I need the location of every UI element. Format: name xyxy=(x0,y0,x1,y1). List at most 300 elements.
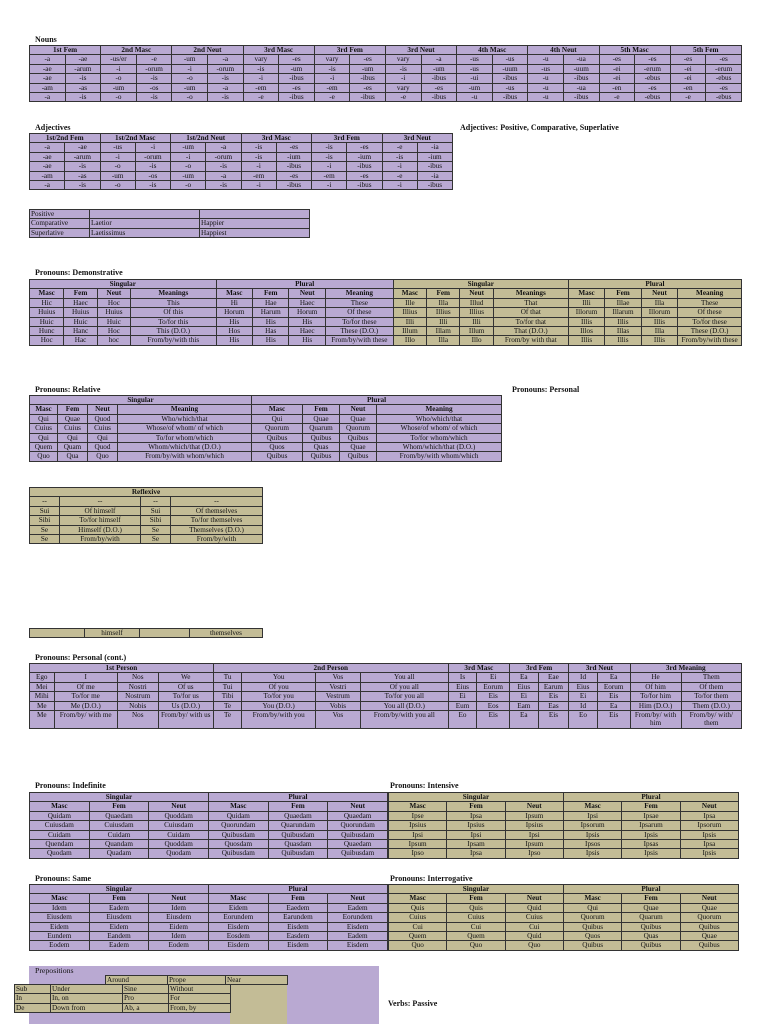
table-cell: Cuius xyxy=(88,424,118,433)
table-cell: -is xyxy=(136,93,172,102)
table-header: Neut xyxy=(340,405,377,414)
table-cell: Qui xyxy=(30,414,58,423)
indefinite-header-body xyxy=(30,802,388,811)
table-cell: Vobis xyxy=(315,701,360,710)
table-cell: For xyxy=(169,994,231,1003)
same-group-row xyxy=(30,885,388,894)
table-cell: Whose/of whom/ of which xyxy=(118,424,252,433)
table-cell: Ipsi xyxy=(563,811,621,820)
table-group-header: Plural xyxy=(252,396,502,405)
personal-title: Pronouns: Personal xyxy=(512,385,580,394)
table-row xyxy=(30,405,502,414)
table-cell: Illa xyxy=(641,298,677,307)
intensive-table xyxy=(388,792,739,859)
table-row xyxy=(389,802,739,811)
table-cell: -am xyxy=(30,83,66,92)
table-row xyxy=(30,894,388,903)
table-cell: Hos xyxy=(216,327,252,336)
table-cell: -ibus xyxy=(417,162,452,171)
table-cell: De xyxy=(15,1003,51,1012)
indefinite-group-row xyxy=(30,793,388,802)
table-header: Meanings xyxy=(131,289,216,298)
table-cell: Qui xyxy=(563,903,621,912)
table-cell: -i xyxy=(385,74,421,83)
table-cell: From/by/ with me xyxy=(54,711,117,729)
table-row xyxy=(30,83,742,92)
table-cell: -em xyxy=(314,83,350,92)
table-header: 3rd Neut xyxy=(382,134,453,143)
table-cell: -ebus xyxy=(706,74,742,83)
reflexive-title-row xyxy=(30,488,263,497)
table-row xyxy=(389,840,739,849)
table-cell: Quorum xyxy=(252,424,303,433)
table-cell: Ipsi xyxy=(447,830,505,839)
table-cell: Ipsas xyxy=(622,840,680,849)
table-cell: Quarundam xyxy=(268,821,328,830)
table-header: Fem xyxy=(447,894,505,903)
table-cell: themselves xyxy=(190,629,263,638)
table-cell: Them xyxy=(681,673,741,682)
table-cell: -i xyxy=(101,64,137,73)
table-cell: Ipsa xyxy=(680,811,738,820)
table-cell: -i xyxy=(314,74,350,83)
personal-cont-title: Pronouns: Personal (cont.) xyxy=(35,653,127,662)
table-cell: -ibus xyxy=(347,181,382,190)
table-cell: -es xyxy=(276,143,311,152)
table-cell: You all (D.O.) xyxy=(360,701,448,710)
table-cell: Happier xyxy=(200,219,310,228)
table-cell: Quem xyxy=(447,932,505,941)
table-cell: To/for whom/which xyxy=(118,433,252,442)
relative-table xyxy=(29,395,502,462)
table-cell: To/for this xyxy=(131,317,216,326)
table-row xyxy=(30,64,742,73)
table-row xyxy=(30,913,388,922)
table-cell: -- xyxy=(141,497,171,506)
table-group-header: Singular xyxy=(389,793,564,802)
table-cell: Down from xyxy=(51,1003,123,1012)
table-cell: Us (D.O.) xyxy=(158,701,213,710)
table-cell: Him (D.O.) xyxy=(630,701,681,710)
table-cell: -a xyxy=(30,93,66,102)
table-cell: -is xyxy=(241,152,276,161)
same-table xyxy=(29,884,388,951)
table-cell: -ae xyxy=(65,143,100,152)
table-cell: These (D.O.) xyxy=(325,327,393,336)
table-cell: From/by/with you all xyxy=(360,711,448,729)
indefinite-title: Pronouns: Indefinite xyxy=(35,781,106,790)
table-cell: Quae xyxy=(340,443,377,452)
table-group-header: Singular xyxy=(393,280,568,289)
table-cell: Cuidam xyxy=(89,830,149,839)
table-cell: Nobis xyxy=(117,701,158,710)
table-header: Fem xyxy=(447,802,505,811)
table-cell: To/for themselves xyxy=(171,516,263,525)
table-cell: Huic xyxy=(97,317,130,326)
table-cell: Quibus xyxy=(622,922,680,931)
reflexive-title: Reflexive xyxy=(30,488,263,497)
table-row xyxy=(30,903,388,912)
table-cell: Tu xyxy=(213,673,242,682)
table-cell: Harum xyxy=(253,308,289,317)
table-cell: Of himself xyxy=(60,506,141,515)
table-cell: -ibus xyxy=(492,74,528,83)
table-cell: Quibus xyxy=(622,941,680,950)
table-cell: Illo xyxy=(393,336,426,345)
table-cell: -arum xyxy=(65,64,101,73)
table-cell: Quasdam xyxy=(268,840,328,849)
table-cell: -es xyxy=(350,83,386,92)
table-cell: Illo xyxy=(460,336,493,345)
table-cell: Eaedem xyxy=(268,903,328,912)
table-header: 2nd Neut xyxy=(172,46,243,55)
table-cell: Quaedam xyxy=(328,840,388,849)
table-cell: Ipsum xyxy=(505,811,563,820)
table-cell: Me xyxy=(30,701,55,710)
table-row xyxy=(15,1003,231,1012)
table-cell: -e xyxy=(382,171,417,180)
table-cell: Illis xyxy=(641,336,677,345)
nouns-body xyxy=(30,55,742,102)
table-cell: Of them xyxy=(681,682,741,691)
table-header: Fem xyxy=(268,802,328,811)
demonstrative-table xyxy=(29,279,742,346)
table-header: Masc xyxy=(208,894,268,903)
table-cell: Laetissimus xyxy=(90,228,200,237)
table-cell: Whose/of whom/ of which xyxy=(377,424,502,433)
table-cell: Se xyxy=(30,525,60,534)
table-row xyxy=(15,985,231,994)
table-cell: Ipsa xyxy=(447,811,505,820)
table-cell: -em xyxy=(312,171,347,180)
table-row xyxy=(30,535,263,544)
table-header: Fem xyxy=(64,289,97,298)
table-cell: Huic xyxy=(30,317,64,326)
table-cell: Quid xyxy=(505,903,563,912)
table-cell: -is xyxy=(207,74,243,83)
table-cell: -um xyxy=(421,64,457,73)
table-cell: Quo xyxy=(505,941,563,950)
table-header: Fem xyxy=(303,405,340,414)
table-cell: Ipsis xyxy=(563,830,621,839)
table-cell: Ea xyxy=(510,711,539,729)
table-cell: Eorundem xyxy=(328,913,388,922)
table-cell: -ibus xyxy=(279,74,315,83)
table-row xyxy=(30,424,502,433)
table-cell: Illis xyxy=(605,317,641,326)
table-cell: -i xyxy=(172,64,208,73)
table-group-header: 3rd Meaning xyxy=(630,664,741,673)
table-group-header: 3rd Masc xyxy=(448,664,509,673)
table-cell: In, on xyxy=(51,994,123,1003)
table-cell: These (D.O.) xyxy=(678,327,742,336)
table-row xyxy=(389,811,739,820)
table-cell: Te xyxy=(213,711,242,729)
table-cell: -a xyxy=(30,181,65,190)
table-cell: These xyxy=(678,298,742,307)
table-cell: Illi xyxy=(427,317,460,326)
table-header: Neut xyxy=(328,802,388,811)
table-cell: -o xyxy=(101,74,137,83)
table-cell: Hanc xyxy=(64,327,97,336)
table-header: Masc xyxy=(30,802,90,811)
table-header: Masc xyxy=(30,289,64,298)
table-cell: Illi xyxy=(393,317,426,326)
table-cell: -ua xyxy=(563,55,599,64)
table-row xyxy=(30,219,310,228)
table-header: Fem xyxy=(427,289,460,298)
table-cell: Eidem xyxy=(89,922,149,931)
table-cell: vary xyxy=(385,55,421,64)
table-cell: -os xyxy=(135,171,170,180)
table-cell: Ea xyxy=(597,701,630,710)
table-cell: His xyxy=(216,317,252,326)
table-cell: -um xyxy=(101,83,137,92)
table-cell: Is xyxy=(448,673,477,682)
table-cell: Themselves (D.O.) xyxy=(171,525,263,534)
table-cell: Idem xyxy=(30,903,90,912)
table-cell: Ea xyxy=(597,673,630,682)
table-cell: Illum xyxy=(460,327,493,336)
table-header: Masc xyxy=(252,405,303,414)
table-cell: Quae xyxy=(303,414,340,423)
table-header: 2nd Masc xyxy=(101,46,172,55)
table-cell: Huius xyxy=(64,308,97,317)
table-cell: Eadem xyxy=(328,932,388,941)
table-cell: Hoc xyxy=(97,327,130,336)
table-header: Masc xyxy=(393,289,426,298)
table-cell: -- xyxy=(60,497,141,506)
table-cell: -e xyxy=(314,93,350,102)
table-header: 1st/2nd Neut xyxy=(171,134,242,143)
table-cell: -orum xyxy=(136,64,172,73)
table-cell: Me xyxy=(30,711,55,729)
table-cell: -i xyxy=(171,152,206,161)
table-row xyxy=(30,711,742,729)
table-cell: -ibus xyxy=(347,162,382,171)
table-cell: Of these xyxy=(325,308,393,317)
table-cell: Eis xyxy=(597,711,630,729)
table-cell: Sine xyxy=(123,985,169,994)
intensive-body xyxy=(389,811,739,858)
table-cell: Hoc xyxy=(30,336,64,345)
table-cell: -i xyxy=(135,143,170,152)
table-cell: You (D.O.) xyxy=(242,701,316,710)
table-cell: Quibusdam xyxy=(328,849,388,858)
table-cell: -es xyxy=(421,83,457,92)
table-header: Fem xyxy=(605,289,641,298)
table-header: Fem xyxy=(89,894,149,903)
table-row xyxy=(389,941,739,950)
table-cell: Eadem xyxy=(89,903,149,912)
table-cell: Ipsorum xyxy=(680,821,738,830)
table-cell: Quarum xyxy=(622,913,680,922)
table-cell: Whom/which/that (D.O.) xyxy=(118,443,252,452)
reflexive-table xyxy=(29,487,263,544)
table-cell: -es xyxy=(276,171,311,180)
table-cell: Sub xyxy=(15,985,51,994)
table-cell: Cuius xyxy=(505,913,563,922)
table-cell: Quid xyxy=(505,932,563,941)
table-cell: -is xyxy=(241,143,276,152)
table-cell: Of themselves xyxy=(171,506,263,515)
table-cell: Quae xyxy=(622,903,680,912)
table-cell: Of these xyxy=(678,308,742,317)
table-header: Meaning xyxy=(377,405,502,414)
table-group-header: Plural xyxy=(208,885,387,894)
table-cell: -is xyxy=(207,93,243,102)
table-header: Neut xyxy=(680,894,738,903)
table-header: Masc xyxy=(568,289,604,298)
table-cell: -um xyxy=(100,171,135,180)
table-cell: Ipsis xyxy=(680,849,738,858)
table-cell: Easdem xyxy=(268,932,328,941)
table-cell: Quo xyxy=(447,941,505,950)
table-cell: Ei xyxy=(510,692,539,701)
table-cell: Happiest xyxy=(200,228,310,237)
table-cell: Quosdam xyxy=(208,840,268,849)
table-cell: -is xyxy=(382,152,417,161)
table-cell: To/for him xyxy=(630,692,681,701)
table-cell: -e xyxy=(385,93,421,102)
table-cell: Quibus xyxy=(303,452,340,461)
table-cell: -i xyxy=(312,181,347,190)
table-cell: -orum xyxy=(207,64,243,73)
table-cell: Of that xyxy=(493,308,568,317)
nouns-title: Nouns xyxy=(35,35,57,44)
table-cell: Illarum xyxy=(605,308,641,317)
table-cell: Eorum xyxy=(477,682,510,691)
table-cell: Horum xyxy=(216,308,252,317)
table-row xyxy=(30,629,263,638)
table-cell: -en xyxy=(599,83,635,92)
table-cell: -is xyxy=(385,64,421,73)
table-cell: Quibus xyxy=(303,433,340,442)
table-cell: -orum xyxy=(135,152,170,161)
table-cell: This xyxy=(131,298,216,307)
table-cell: Eisdem xyxy=(328,941,388,950)
table-cell: From/by/with these xyxy=(325,336,393,345)
table-cell: Sui xyxy=(141,506,171,515)
table-cell: -us xyxy=(457,55,493,64)
table-row xyxy=(389,849,739,858)
table-row xyxy=(30,525,263,534)
table-cell: -o xyxy=(100,181,135,190)
table-cell: Eorum xyxy=(597,682,630,691)
table-header: Masc xyxy=(216,289,252,298)
table-cell: Of us xyxy=(158,682,213,691)
table-cell: Haec xyxy=(64,298,97,307)
table-cell: Qua xyxy=(58,452,88,461)
table-cell: Illis xyxy=(568,336,604,345)
table-cell: His xyxy=(289,336,325,345)
table-cell: Ipsa xyxy=(447,849,505,858)
indefinite-table xyxy=(29,792,388,859)
table-cell: Nostri xyxy=(117,682,158,691)
table-cell: Quae xyxy=(680,903,738,912)
table-cell: -i xyxy=(382,162,417,171)
table-cell: Vestri xyxy=(315,682,360,691)
table-row xyxy=(30,932,388,941)
table-cell: Eodem xyxy=(30,941,90,950)
table-cell: -ibus xyxy=(276,162,311,171)
table-cell: -um xyxy=(172,83,208,92)
table-header: 1st/2nd Fem xyxy=(30,134,101,143)
table-cell: Idem xyxy=(149,932,209,941)
table-cell: Quem xyxy=(389,932,447,941)
table-cell: Ipsi xyxy=(389,830,447,839)
interrogative-body xyxy=(389,903,739,950)
table-header: Fem xyxy=(622,802,680,811)
table-header: Masc xyxy=(389,802,447,811)
table-cell: Eis xyxy=(477,692,510,701)
table-cell: -is xyxy=(312,143,347,152)
table-cell: Illa xyxy=(427,336,460,345)
table-cell: Quibus xyxy=(340,452,377,461)
table-cell: Ipsum xyxy=(505,840,563,849)
table-cell: Quos xyxy=(252,443,303,452)
table-cell: Illi xyxy=(568,298,604,307)
table-cell: Them (D.O.) xyxy=(681,701,741,710)
table-cell: Quibusdam xyxy=(268,830,328,839)
table-row xyxy=(30,317,742,326)
table-row xyxy=(30,849,388,858)
table-cell: Ipsorum xyxy=(563,821,621,830)
table-cell: -is xyxy=(65,74,101,83)
table-cell: From, by xyxy=(169,1003,231,1012)
table-cell: -us xyxy=(528,64,564,73)
table-cell: Cuius xyxy=(30,424,58,433)
table-cell: Ei xyxy=(477,673,510,682)
table-cell: Quae xyxy=(58,414,88,423)
table-cell: -i xyxy=(382,181,417,190)
table-cell: Eidem xyxy=(208,903,268,912)
table-cell: Ipsa xyxy=(680,840,738,849)
table-cell: Haec xyxy=(289,298,325,307)
table-cell: Eisdem xyxy=(328,922,388,931)
table-cell: Se xyxy=(30,535,60,544)
table-cell: -ibus xyxy=(350,74,386,83)
table-cell: -a xyxy=(207,55,243,64)
table-cell: -ebus xyxy=(706,93,742,102)
table-cell: Quorum xyxy=(563,913,621,922)
table-row xyxy=(30,308,742,317)
table-row xyxy=(30,74,742,83)
table-header: Masc xyxy=(30,405,58,414)
table-cell: -e xyxy=(136,55,172,64)
table-header: 3rd Masc xyxy=(241,134,312,143)
table-cell: Quo xyxy=(30,452,58,461)
table-header: Masc xyxy=(30,894,90,903)
table-cell: -o xyxy=(172,74,208,83)
table-cell: Ei xyxy=(569,692,598,701)
table-cell: himself xyxy=(85,629,140,638)
table-cell: Cuidam xyxy=(149,830,209,839)
table-cell: -ium xyxy=(347,152,382,161)
table-group-header: Singular xyxy=(30,885,209,894)
table-cell: -a xyxy=(206,143,241,152)
table-cell: -es xyxy=(635,83,671,92)
table-cell: -arum xyxy=(65,152,100,161)
table-cell: -is xyxy=(135,162,170,171)
table-group-header: 2nd Person xyxy=(213,664,448,673)
table-cell: -ia xyxy=(417,171,452,180)
table-cell xyxy=(90,210,200,219)
table-cell: -us xyxy=(100,143,135,152)
table-cell: -es xyxy=(347,143,382,152)
table-cell: -uum xyxy=(492,64,528,73)
table-row xyxy=(30,821,388,830)
